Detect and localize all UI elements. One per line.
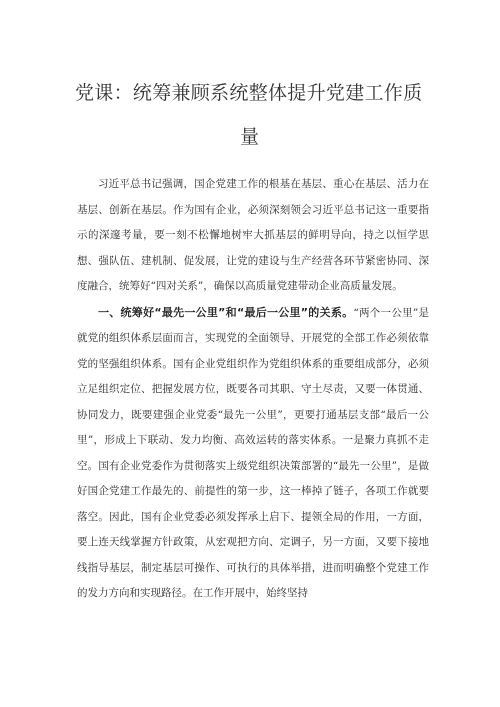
section-1-paragraph xyxy=(77,300,429,607)
document-title: 党课：统筹兼顾系统整体提升党建工作质 xyxy=(75,82,423,104)
section-1-heading: 一、统筹好“最先一公里”和“最后一公里”的关系。 xyxy=(98,305,354,319)
intro-paragraph: 习近平总书记强调，国企党建工作的根基在基层、重心在基层、活力在基层、创新在基层。作为国有企业，必须深刻领会习近平总书记这一重要指示的深邃考量，要一刻不松懈地树牢大抓基层的鲜明导向，持之以恒学思想、强队伍、建机制、促发展，让党的建设与生产经营各环节紧密协同、深度融合，统筹好“四对关系”，确保以高质量党建带动企业高质量发展。 xyxy=(77,178,429,292)
section-1-body: “两个一公里”是就党的组织体系层面而言，实现党的全面领导、开展党的全部工作必须依靠党的坚强组织体系。国有企业党组织作为党组织体系的重要组成部分，必须立足组织定位、把握发展方位，既要各司其职、守土尽责，又要一体贯通、协同发力，既要建强企业党委“最先一公里”，更要打通基层支部“最后一公里”，形成上下联动、发力均衡、高效运转的落实体系。一是聚力真抓不走空。国有企业党委作为贯彻落实上级党组织决策部署的“最先一公里”，是做好国企党建工作最先的、前提性的第一步，这一棒掉了链子，各项工作就要落空。因此，国有企业党委必须发挥承上启下、提领全局的作用，一方面，要上连天线掌握方针政策，从宏观把方向、定调子，另一方面，又要下接地线指导基层，制定基层可操作、可执行的具体举措，进而明确整个党建工作的发力方向和实现路径。在工作开展中，始终坚持 xyxy=(77,306,429,599)
document-body xyxy=(77,172,429,607)
document-title-continuation: 量 xyxy=(240,126,260,148)
